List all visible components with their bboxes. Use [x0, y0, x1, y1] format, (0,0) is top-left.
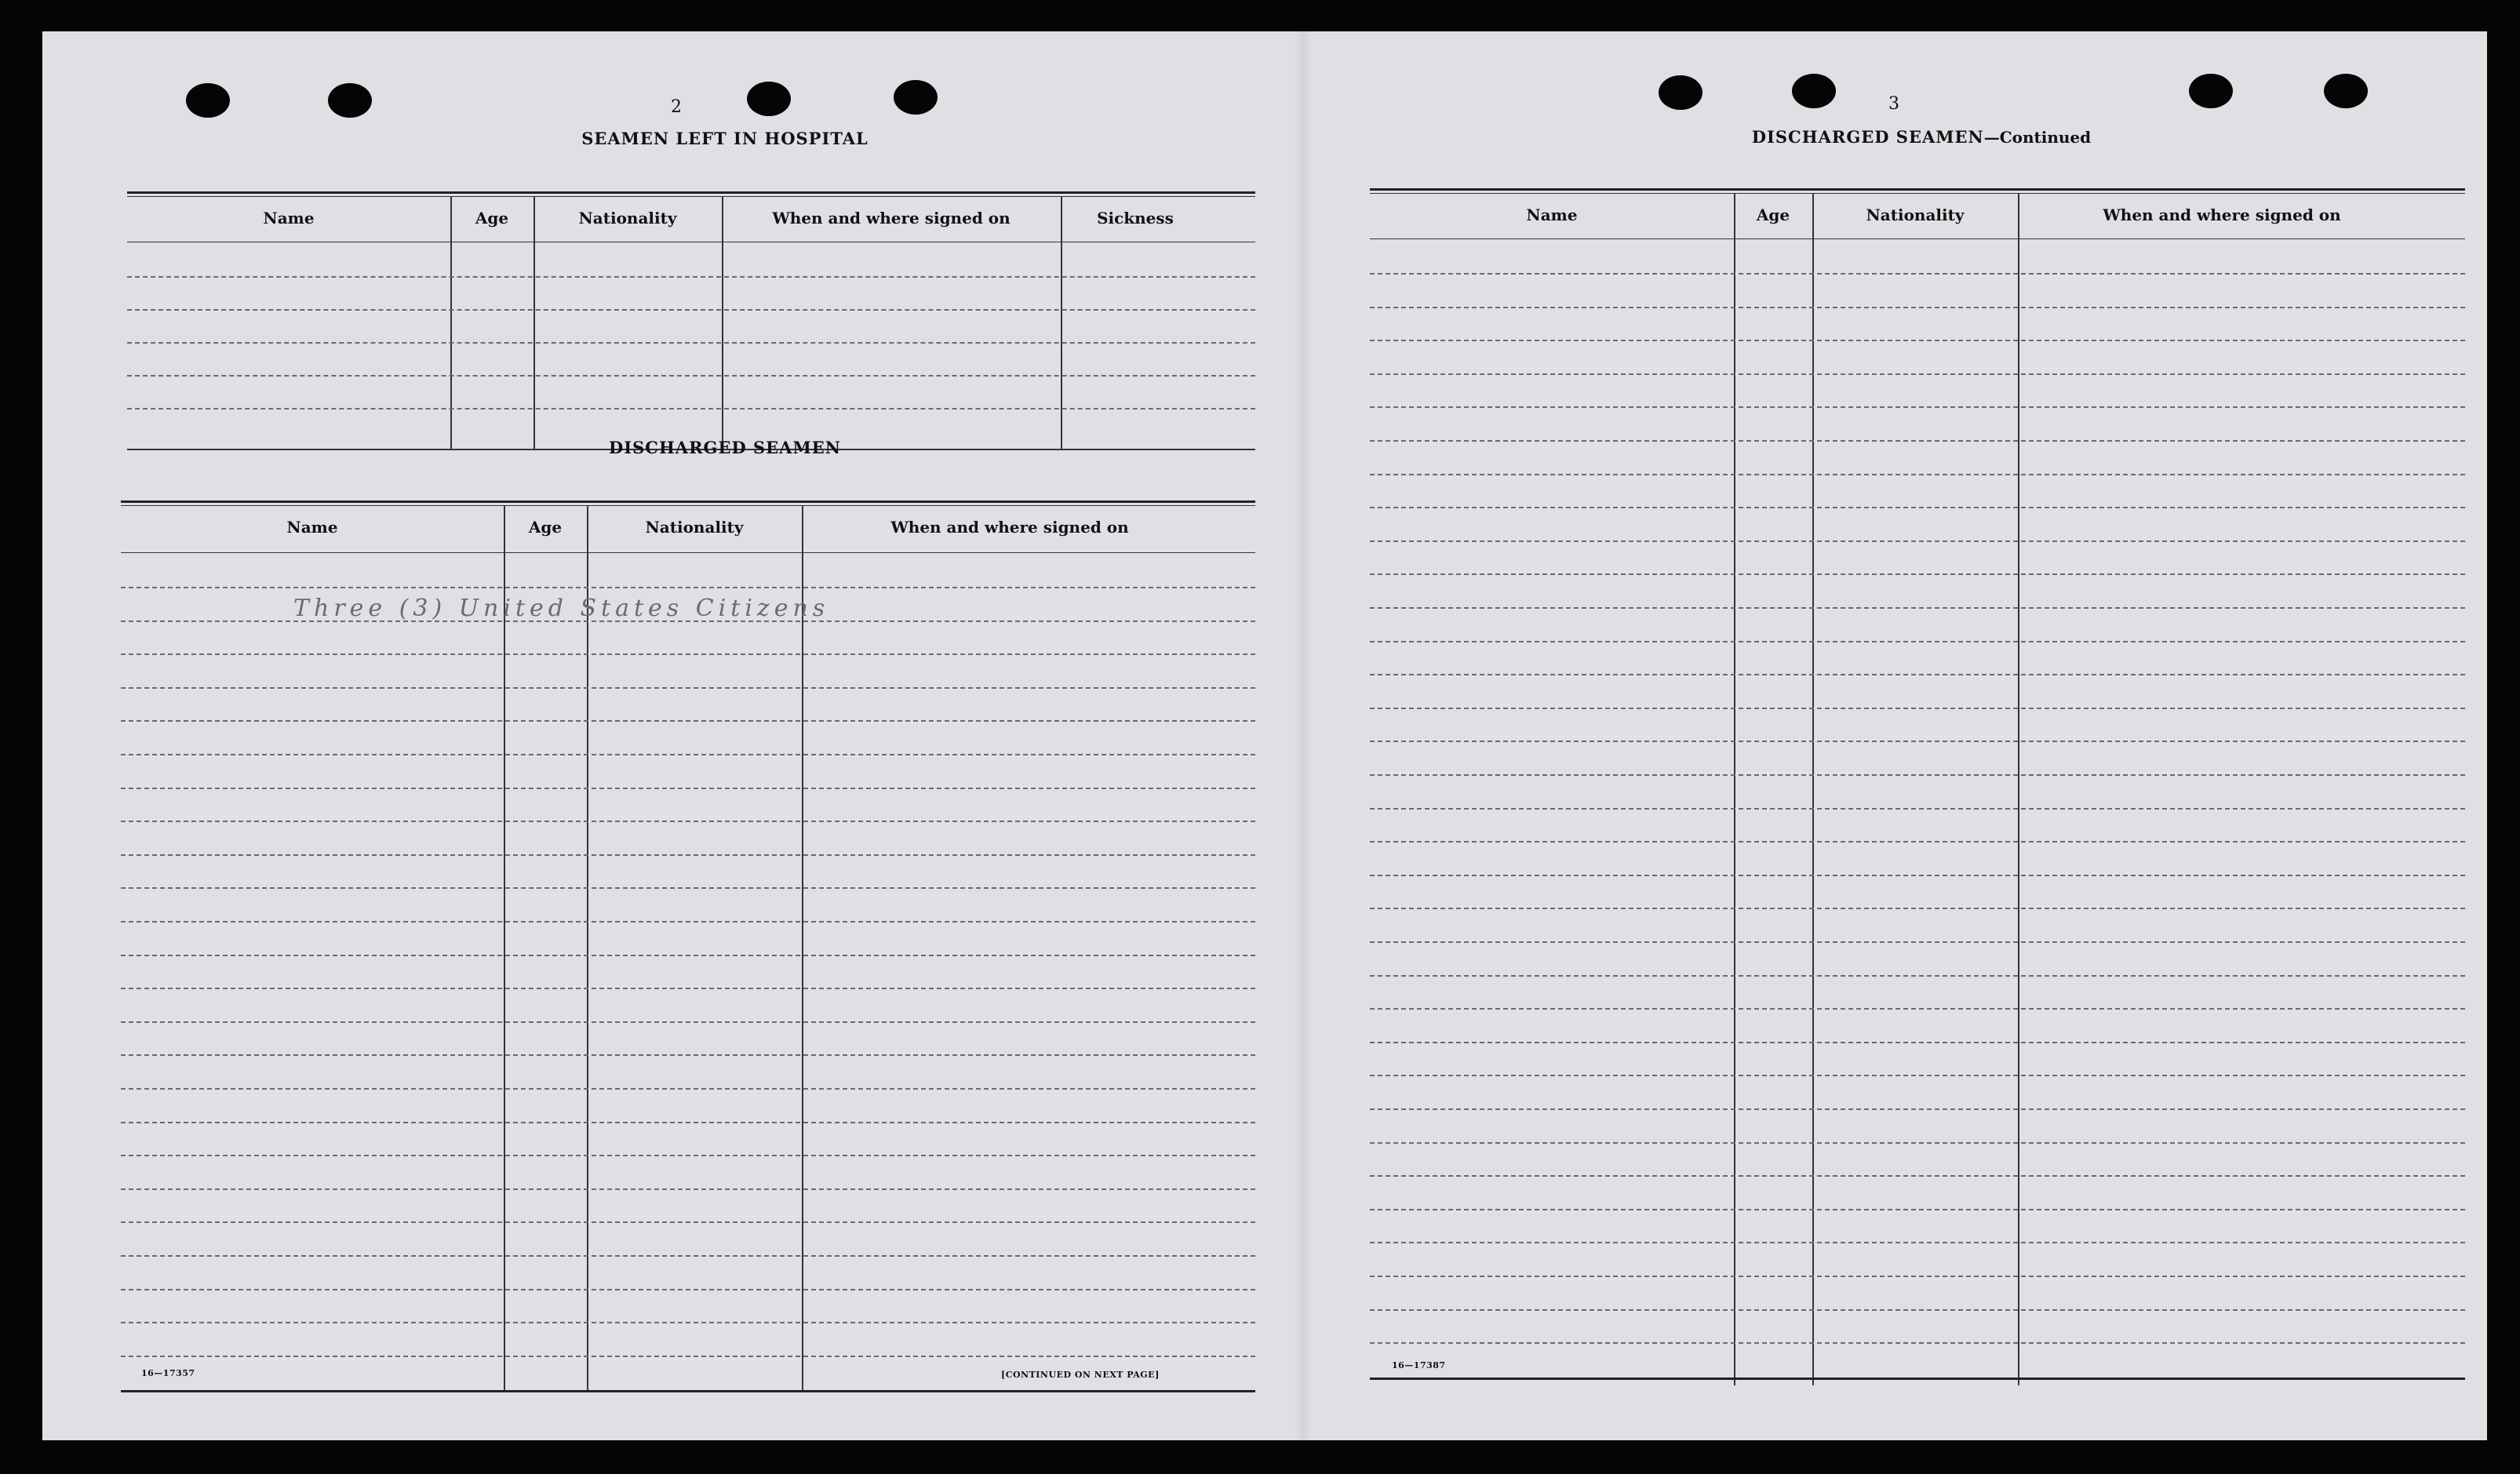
table-row [127, 342, 1255, 344]
table-row [1370, 406, 2465, 408]
table-row [1370, 373, 2465, 375]
punch-hole [894, 80, 938, 115]
col-header-age: Age [475, 209, 509, 227]
table-row [1370, 573, 2465, 575]
table-row [121, 887, 1255, 889]
form-number-right: 16—17387 [1392, 1360, 1446, 1370]
hospital-table [127, 157, 1255, 452]
col-header-name: Name [263, 209, 315, 227]
document-sheet [42, 31, 2487, 1440]
table-row [1370, 1309, 2465, 1311]
table-row [121, 955, 1255, 956]
table-row [1370, 507, 2465, 508]
table-row [1370, 708, 2465, 709]
punch-hole [747, 82, 791, 116]
punch-hole [2324, 74, 2368, 108]
discharged-section-title: DISCHARGED SEAMEN [609, 438, 841, 457]
discharged-continued-title-suffix: —Continued [1983, 128, 2092, 147]
table-row [121, 988, 1255, 989]
table-row [127, 309, 1255, 311]
table-row [1370, 875, 2465, 876]
col-header-sickness: Sickness [1097, 209, 1174, 227]
table-row [121, 1155, 1255, 1156]
table-row [127, 375, 1255, 377]
table-row [1370, 1276, 2465, 1277]
table-row [1370, 540, 2465, 542]
table-row [1370, 273, 2465, 275]
table-row [121, 653, 1255, 655]
table-row [121, 1054, 1255, 1056]
col-header-signed-on: When and where signed on [772, 209, 1011, 227]
table-row [1370, 1175, 2465, 1177]
table-row [121, 1356, 1255, 1357]
table-row [1370, 841, 2465, 843]
table-row [121, 1122, 1255, 1123]
table-row [1370, 908, 2465, 909]
table-row [1370, 741, 2465, 742]
table-row [127, 276, 1255, 278]
table-row [121, 1289, 1255, 1290]
table-row [1370, 1008, 2465, 1010]
col-header-nationality: Nationality [1866, 206, 1965, 224]
table-row [121, 1188, 1255, 1190]
table-row [121, 1088, 1255, 1090]
table-row [121, 754, 1255, 755]
handwritten-entry: Three (3) United States Citizens [293, 595, 830, 622]
col-header-signed-on: When and where signed on [890, 518, 1129, 537]
form-number-left: 16—17357 [141, 1368, 195, 1378]
table-row [121, 720, 1255, 722]
table-row [1370, 340, 2465, 341]
table-row [121, 921, 1255, 923]
table-row [1370, 1342, 2465, 1344]
table-row [1370, 808, 2465, 810]
table-row [1370, 607, 2465, 609]
hospital-section-title: SEAMEN LEFT IN HOSPITAL [581, 129, 869, 148]
continued-note: [CONTINUED ON NEXT PAGE] [1001, 1370, 1160, 1380]
table-row [121, 621, 1255, 622]
table-row [1370, 941, 2465, 943]
table-row [121, 788, 1255, 789]
table-row [1370, 1209, 2465, 1210]
table-row [121, 687, 1255, 689]
table-row [1370, 774, 2465, 776]
table-row [1370, 1042, 2465, 1043]
discharged-continued-title [1611, 127, 2231, 147]
table-row [1370, 975, 2465, 977]
col-header-age: Age [1756, 206, 1790, 224]
table-row [127, 408, 1255, 409]
table-row [1370, 674, 2465, 675]
table-row [1370, 307, 2465, 308]
table-row [121, 1021, 1255, 1023]
punch-hole [1659, 75, 1702, 110]
punch-hole [1792, 74, 1836, 108]
table-row [121, 821, 1255, 822]
col-header-nationality: Nationality [578, 209, 677, 227]
table-row [1370, 1075, 2465, 1076]
punch-hole [186, 83, 230, 118]
table-row [1370, 474, 2465, 475]
punch-hole [328, 83, 372, 118]
table-row [1370, 641, 2465, 642]
discharged-table-left [121, 468, 1255, 1393]
discharged-table-right [1370, 154, 2465, 1385]
punch-hole [2189, 74, 2233, 108]
table-row [121, 1322, 1255, 1323]
discharged-continued-title-main: DISCHARGED SEAMEN [1751, 127, 1984, 147]
table-row [121, 1255, 1255, 1257]
center-fold [1294, 31, 1313, 1440]
col-header-age: Age [528, 518, 563, 537]
table-row [121, 854, 1255, 856]
table-row [121, 587, 1255, 588]
page-number-right: 3 [1888, 94, 1899, 114]
table-row [1370, 1242, 2465, 1243]
col-header-signed-on: When and where signed on [2103, 206, 2341, 224]
table-row [121, 1221, 1255, 1223]
table-row [1370, 1108, 2465, 1110]
col-header-name: Name [286, 518, 338, 537]
col-header-name: Name [1526, 206, 1578, 224]
page-number-left: 2 [671, 97, 682, 117]
col-header-nationality: Nationality [645, 518, 744, 537]
table-row [1370, 440, 2465, 442]
table-row [1370, 1142, 2465, 1144]
